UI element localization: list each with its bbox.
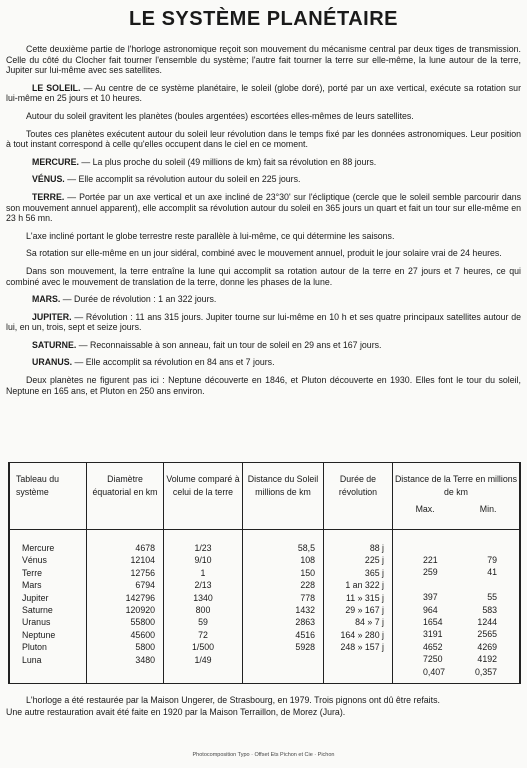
- cell-name: Terre: [22, 567, 43, 578]
- cell-rev: 248 » 157 j: [340, 642, 384, 653]
- terre-text: — Portée par un axe vertical et un axe incliné de 23°30' sur l'écliptique (cercle que le soleil semble parcourir dans son mouvement annuel apparent), elle accomplit sa révolution autour du soleil en 365 jours un quart et fait un tour sur elle-même en 23 h 56 mn.: [6, 191, 521, 224]
- cell-max: [423, 579, 445, 591]
- cell-diam: 6794: [135, 580, 155, 591]
- cell-rev: 88 j: [369, 543, 384, 553]
- cell-sun: 150: [300, 567, 315, 578]
- cell-min: [475, 579, 497, 591]
- cell-name: Mercure: [22, 543, 55, 553]
- terre-keyword: TERRE.: [32, 191, 65, 202]
- venus-paragraph: [6, 174, 521, 185]
- cell-diam: 12104: [130, 555, 155, 566]
- column-min: [475, 554, 497, 678]
- cell-diam: 142796: [125, 592, 155, 603]
- cell-name: Neptune: [22, 629, 56, 640]
- mercure-text: — La plus proche du soleil (49 millions de km) fait sa révolution en 88 jours.: [78, 156, 377, 167]
- cell-vol: 1/49: [194, 654, 212, 665]
- cell-vol: 1340: [193, 592, 213, 603]
- cell-diam: 55800: [130, 617, 155, 628]
- cell-min: 4269: [477, 641, 497, 652]
- cell-sun: 2863: [295, 617, 315, 628]
- cell-vol: 800: [195, 605, 211, 616]
- cell-max: 3191: [423, 629, 443, 640]
- cell-max: 964: [423, 604, 438, 615]
- soleil-text: — Au centre de ce système planétaire, le soleil (globe doré), porté par un axe vertical, exécute sa rotation sur lui-même en 25 jours et 10 heures.: [6, 82, 521, 104]
- mercure-keyword: MERCURE.: [32, 156, 79, 167]
- axe-paragraph: L'axe incliné portant le globe terrestre reste parallèle à lui-même, ce qui détermine les saisons.: [26, 230, 395, 241]
- cell-min: 0,357: [474, 666, 497, 677]
- footer-restoration-1979: L'horloge a été restaurée par la Maison Ungerer, de Strasbourg, en 1979. Trois pignons ont dû être refaits.: [26, 695, 440, 705]
- page-title: LE SYSTÈME PLANÉTAIRE: [128, 8, 399, 30]
- cell-max: 1654: [423, 617, 443, 628]
- saturne-keyword: SATURNE.: [32, 339, 77, 350]
- column-earth-distance: [393, 530, 520, 684]
- header-earth-distance-label: Distance de la Terre en millions de km: [394, 474, 518, 497]
- cell-sun: 4516: [295, 629, 315, 640]
- cell-name: Uranus: [22, 617, 51, 628]
- lune-paragraph: Dans son mouvement, la terre entraîne la lune qui accomplit sa rotation autour de la terre en 27 jours et 7 heures, ce qui combiné avec le mouvement de translation de la terre, donne les phases de la lune.: [6, 265, 521, 287]
- cell-name: Mars: [22, 580, 42, 591]
- jupiter-text: — Révolution : 11 ans 315 jours. Jupiter tourne sur lui-même en 10 h et ses quatre principaux satellites autour de lui, en un, trois, sept et seize jours.: [6, 311, 521, 333]
- cell-min: 2565: [477, 629, 497, 640]
- mars-paragraph: [6, 294, 521, 305]
- saturne-text: — Reconnaissable à son anneau, fait un tour de soleil en 29 ans et 167 jours.: [76, 339, 382, 350]
- cell-min: 79: [487, 555, 497, 565]
- footer-restoration-1920: Une autre restauration avait été faite en 1920 par la Maison Terraillon, de Morez (Jura).: [6, 707, 346, 717]
- terre-paragraph: [6, 192, 521, 224]
- uranus-keyword: URANUS.: [32, 357, 73, 368]
- jupiter-keyword: JUPITER.: [32, 311, 72, 322]
- cell-min: 1244: [477, 617, 497, 628]
- cell-name: Vénus: [22, 555, 47, 566]
- cell-sun: 228: [300, 580, 315, 591]
- cell-rev: 29 » 167 j: [345, 605, 384, 616]
- cell-rev: 1 an 322 j: [345, 580, 384, 591]
- saturne-paragraph: [6, 340, 521, 351]
- uranus-paragraph: [6, 357, 521, 368]
- cell-diam: 45600: [130, 629, 155, 640]
- planet-table: [8, 462, 521, 684]
- cell-name: Jupiter: [22, 592, 49, 603]
- column-revolution: [324, 530, 393, 684]
- cell-diam: 4678: [135, 543, 155, 553]
- cell-vol: 2/13: [194, 580, 212, 591]
- cell-vol: 1: [200, 567, 206, 578]
- intro-paragraph: Cette deuxième partie de l'horloge astronomique reçoit son mouvement du mécanisme central par deux tiges de transmission. Celle du côté du Clocher fait tourner l'ensemble du système; l'autre fait tourner la terre sur elle-même, la lune autour de la terre, Jupiter sur lui-même avec ses satellites.: [6, 44, 521, 76]
- cell-sun: 1432: [295, 605, 315, 616]
- jupiter-paragraph: [6, 312, 521, 333]
- cell-rev: 365 j: [364, 567, 384, 578]
- cell-sun: 58,5: [297, 543, 315, 553]
- cell-rev: 11 » 315 j: [346, 592, 384, 603]
- cell-rev: [324, 654, 384, 666]
- mercure-paragraph: [6, 157, 521, 168]
- cell-min: 4192: [477, 654, 497, 665]
- cell-rev: 164 » 280 j: [340, 629, 384, 640]
- cell-diam: 12756: [130, 567, 155, 578]
- cell-vol: 9/10: [194, 555, 212, 566]
- cell-vol: 1/23: [194, 543, 212, 553]
- column-sun-distance: [243, 530, 324, 684]
- cell-rev: 84 » 7 j: [355, 617, 384, 628]
- cell-rev: 225 j: [364, 555, 384, 566]
- deux-planetes-paragraph: Deux planètes ne figurent pas ici : Neptune découverte en 1846, et Pluton découverte en 1930. Elles font le tour du soleil, Neptune en 165 ans, et Pluton en 250 ans environ.: [6, 375, 521, 396]
- mars-text: — Durée de révolution : 1 an 322 jours.: [60, 294, 217, 305]
- column-diameter: [87, 530, 164, 684]
- cell-max: 259: [423, 567, 438, 578]
- rotation-paragraph: Sa rotation sur elle-même en un jour sidéral, combiné avec le mouvement annuel, produit le jour solaire vrai de 24 heures.: [26, 248, 502, 259]
- cell-diam: 120920: [125, 605, 155, 616]
- header-volume: Volume comparé à celui de la terre: [164, 463, 243, 530]
- uranus-text: — Elle accomplit sa révolution en 84 ans et 7 jours.: [72, 357, 275, 368]
- cell-vol: 59: [198, 617, 208, 628]
- cell-diam: 3480: [135, 654, 155, 665]
- cell-name: Pluton: [22, 642, 47, 653]
- cell-max: 4652: [423, 641, 443, 652]
- cell-name: Luna: [22, 654, 42, 665]
- header-diameter: Diamètre équatorial en km: [87, 463, 164, 530]
- venus-keyword: VÉNUS.: [32, 174, 65, 185]
- cell-sun: 5928: [295, 642, 315, 653]
- cell-vol: 72: [198, 629, 208, 640]
- toutes-paragraph: Toutes ces planètes exécutent autour du soleil leur révolution dans le temps fixé par les données astronomiques. Leur position à tout instant correspond à celle qu'elles occupent dans le ciel en ce moment.: [6, 128, 521, 150]
- header-min: Min.: [479, 504, 497, 514]
- cell-min: 55: [487, 592, 497, 603]
- column-name: [10, 530, 87, 684]
- cell-sun: [243, 654, 315, 666]
- mars-keyword: MARS.: [32, 294, 61, 305]
- footer-text: [6, 694, 521, 718]
- table-body-row: [10, 530, 520, 684]
- venus-text: — Elle accomplit sa révolution autour du soleil en 225 jours.: [64, 174, 301, 185]
- cell-vol: 1/500: [191, 642, 214, 653]
- cell-sun: 778: [300, 592, 315, 603]
- cell-name: Saturne: [22, 605, 53, 616]
- cell-diam: 5800: [135, 642, 155, 653]
- header-earth-distance: [393, 463, 520, 530]
- header-revolution: Durée de révolution: [324, 463, 393, 530]
- cell-max: 7250: [423, 654, 443, 665]
- soleil-keyword: LE SOLEIL.: [32, 82, 81, 93]
- cell-min: 583: [482, 604, 497, 615]
- header-sun-distance: Distance du Soleil millions de km: [243, 463, 324, 530]
- soleil-paragraph: [6, 83, 521, 104]
- body-text: [6, 44, 521, 403]
- header-name: Tableau du système: [10, 463, 87, 530]
- header-max-min: [393, 503, 519, 516]
- cell-max: 397: [423, 592, 438, 603]
- cell-min: 41: [487, 567, 497, 578]
- cell-max: 221: [423, 555, 438, 565]
- cell-sun: 108: [300, 555, 315, 566]
- printer-credit: Photocomposition Typo · Offset Ets Pichon et Cie · Pichon: [192, 752, 335, 758]
- column-max: [423, 554, 445, 678]
- autour-paragraph: Autour du soleil gravitent les planètes (boules argentées) escortées elles-mêmes de leurs satellites.: [26, 110, 414, 121]
- header-max: Max.: [415, 504, 435, 514]
- cell-max: 0,407: [423, 666, 446, 677]
- column-volume: [164, 530, 243, 684]
